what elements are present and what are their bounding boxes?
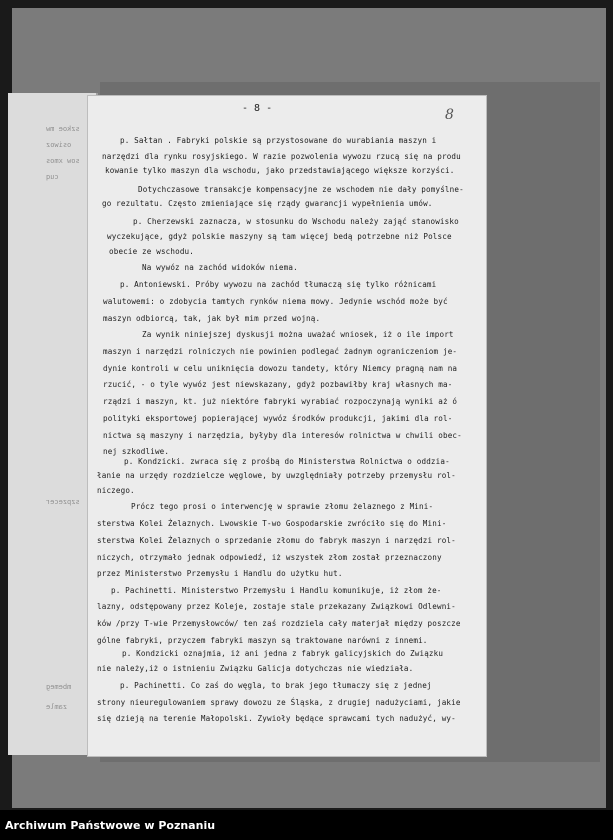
text-line: obecie ze wschodu. — [109, 247, 194, 256]
folio-handwritten-mark: 8 — [445, 107, 454, 123]
text-line: nie należy,iż o istnieniu Związku Galicja dotychczas nie wiedziała. — [97, 664, 414, 673]
text-line: nej szkodliwe. — [103, 447, 170, 456]
text-line: przez Ministerstwo Przemysłu i Handlu do użytku hut. — [97, 569, 343, 578]
text-line: Za wynik niniejszej dyskusji można uważać wniosek, iż o ile import — [142, 330, 454, 339]
bleed-through-text: szkoe mw — [46, 125, 80, 133]
bleed-through-text: osiwoz — [46, 141, 72, 149]
text-line: p. Kondzicki. zwraca się z prośbą do Ministerstwa Rolnictwa o oddzia- — [124, 457, 450, 466]
text-line: maszyn odbiorcą, tak, jak był mim przed wojną. — [103, 314, 321, 323]
text-line: Prócz tego prosi o interwencję w sprawie złomu żelaznego z Mini- — [131, 502, 434, 511]
text-line: gólne fabryki, przyczem fabryki maszyn są traktowane narówni z innemi. — [97, 636, 428, 645]
text-line: niczego. — [97, 486, 135, 495]
text-line: rządzi i maszyn, kt. już niektóre fabryki wyrabiać rozpoczynają wyniki aż ó — [103, 397, 458, 406]
text-line: się dzieją na terenie Małopolski. Zywioły będące sprawcami tych nadużyć, wy- — [97, 714, 456, 723]
text-line: p. Pachinetti. Co zaś do węgla, to brak jego tłumaczy się z jednej — [120, 681, 432, 690]
archive-label: Archiwum Państwowe w Poznaniu — [5, 819, 216, 832]
text-line: ków /przy T-wie Przemysłowców/ ten zaś rozdziela cały materjał między poszcze — [97, 619, 461, 628]
text-line: Na wywóz na zachód widoków niema. — [142, 263, 298, 272]
text-line: p. Pachinetti. Ministerstwo Przemysłu i Handlu komunikuje, iż złom że- — [111, 586, 442, 595]
text-line: narzędzi dla rynku rosyjskiego. W razie pozwolenia wywozu rzucą się na produ — [102, 152, 461, 161]
text-line: p. Sałtan . Fabryki polskie są przystosowane do wurabiania maszyn i — [120, 136, 437, 145]
bleed-through-text: zamle — [46, 703, 68, 711]
bleed-through-text: sow xmos — [46, 157, 80, 165]
text-line: wyczekujące, gdyż polskie maszyny są tam więcej bedą potrzebne niż Polsce — [107, 232, 452, 241]
text-line: sterstwa Kolei Żelaznych. Lwowskie T-wo Gospodarskie zwróciło się do Mini- — [97, 519, 447, 528]
text-line: Dotychczasowe transakcje kompensacyjne ze wschodem nie dały pomyślne- — [138, 185, 464, 194]
text-line: p. Antoniewski. Próby wywozu na zachód tłumaczą się tylko różnicami — [120, 280, 437, 289]
text-line: go rezultatu. Często zmieniające się rządy gwarancji wypełnienia umów. — [102, 199, 433, 208]
text-line: kowanie tylko maszyn dla wschodu, jako przedstawiającego większe korzyści. — [105, 166, 455, 175]
text-line: strony nieuregulowaniem sprawy dowozu ze Śląska, z drugiej nadużyciami, jakie — [97, 698, 461, 707]
text-line: dynie kontroli w celu uniknięcia dowozu tandety, który Niemcy pragną nam na — [103, 364, 458, 373]
bleed-through-text: mbemeg — [46, 683, 72, 691]
text-line: nictwa są maszyny i narzędzia, byłyby dla interesów rolnictwa w chwili obec- — [103, 431, 462, 440]
text-line: niczych, otrzymało jednak odpowiedź, iż wszystek złom został przeznaczony — [97, 553, 442, 562]
left-facing-page — [8, 93, 98, 755]
text-line: maszyn i narzędzi rolniczych nie powinien podlegać żadnym ograniczeniom je- — [103, 347, 458, 356]
text-line: lazny, odstępowany przez Koleje, zostaje stale przekazany Związkowi Odlewni- — [97, 602, 456, 611]
text-line: sterstwa Kolei Żelaznych o sprzedanie złomu do fabryk maszyn i narzędzi rol- — [97, 536, 456, 545]
page-number: - 8 - — [242, 103, 273, 114]
bleed-through-text: cuq — [46, 173, 59, 181]
text-line: p. Cherzewski zaznacza, w stosunku do Wschodu należy zająć stanowisko — [133, 217, 459, 226]
bleed-through-text: szpzecer — [46, 498, 80, 506]
text-line: walutowemi: o zdobycia tamtych rynków niema mowy. Jedynie wschód może być — [103, 297, 448, 306]
text-line: rzucić, - o tyle wywóz jest niewskazany, gdyż pozbawiłby kraj własnych ma- — [103, 380, 453, 389]
text-line: p. Kondzicki oznajmia, iż ani jedna z fabryk galicyjskich do Związku — [122, 649, 444, 658]
text-line: łanie na urzędy rozdzielcze węglowe, by uwzględniały potrzeby przemysłu rol- — [97, 471, 456, 480]
text-line: polityki eksportowej popierającej wywóz środków produkcji, jakimi dla rol- — [103, 414, 453, 423]
